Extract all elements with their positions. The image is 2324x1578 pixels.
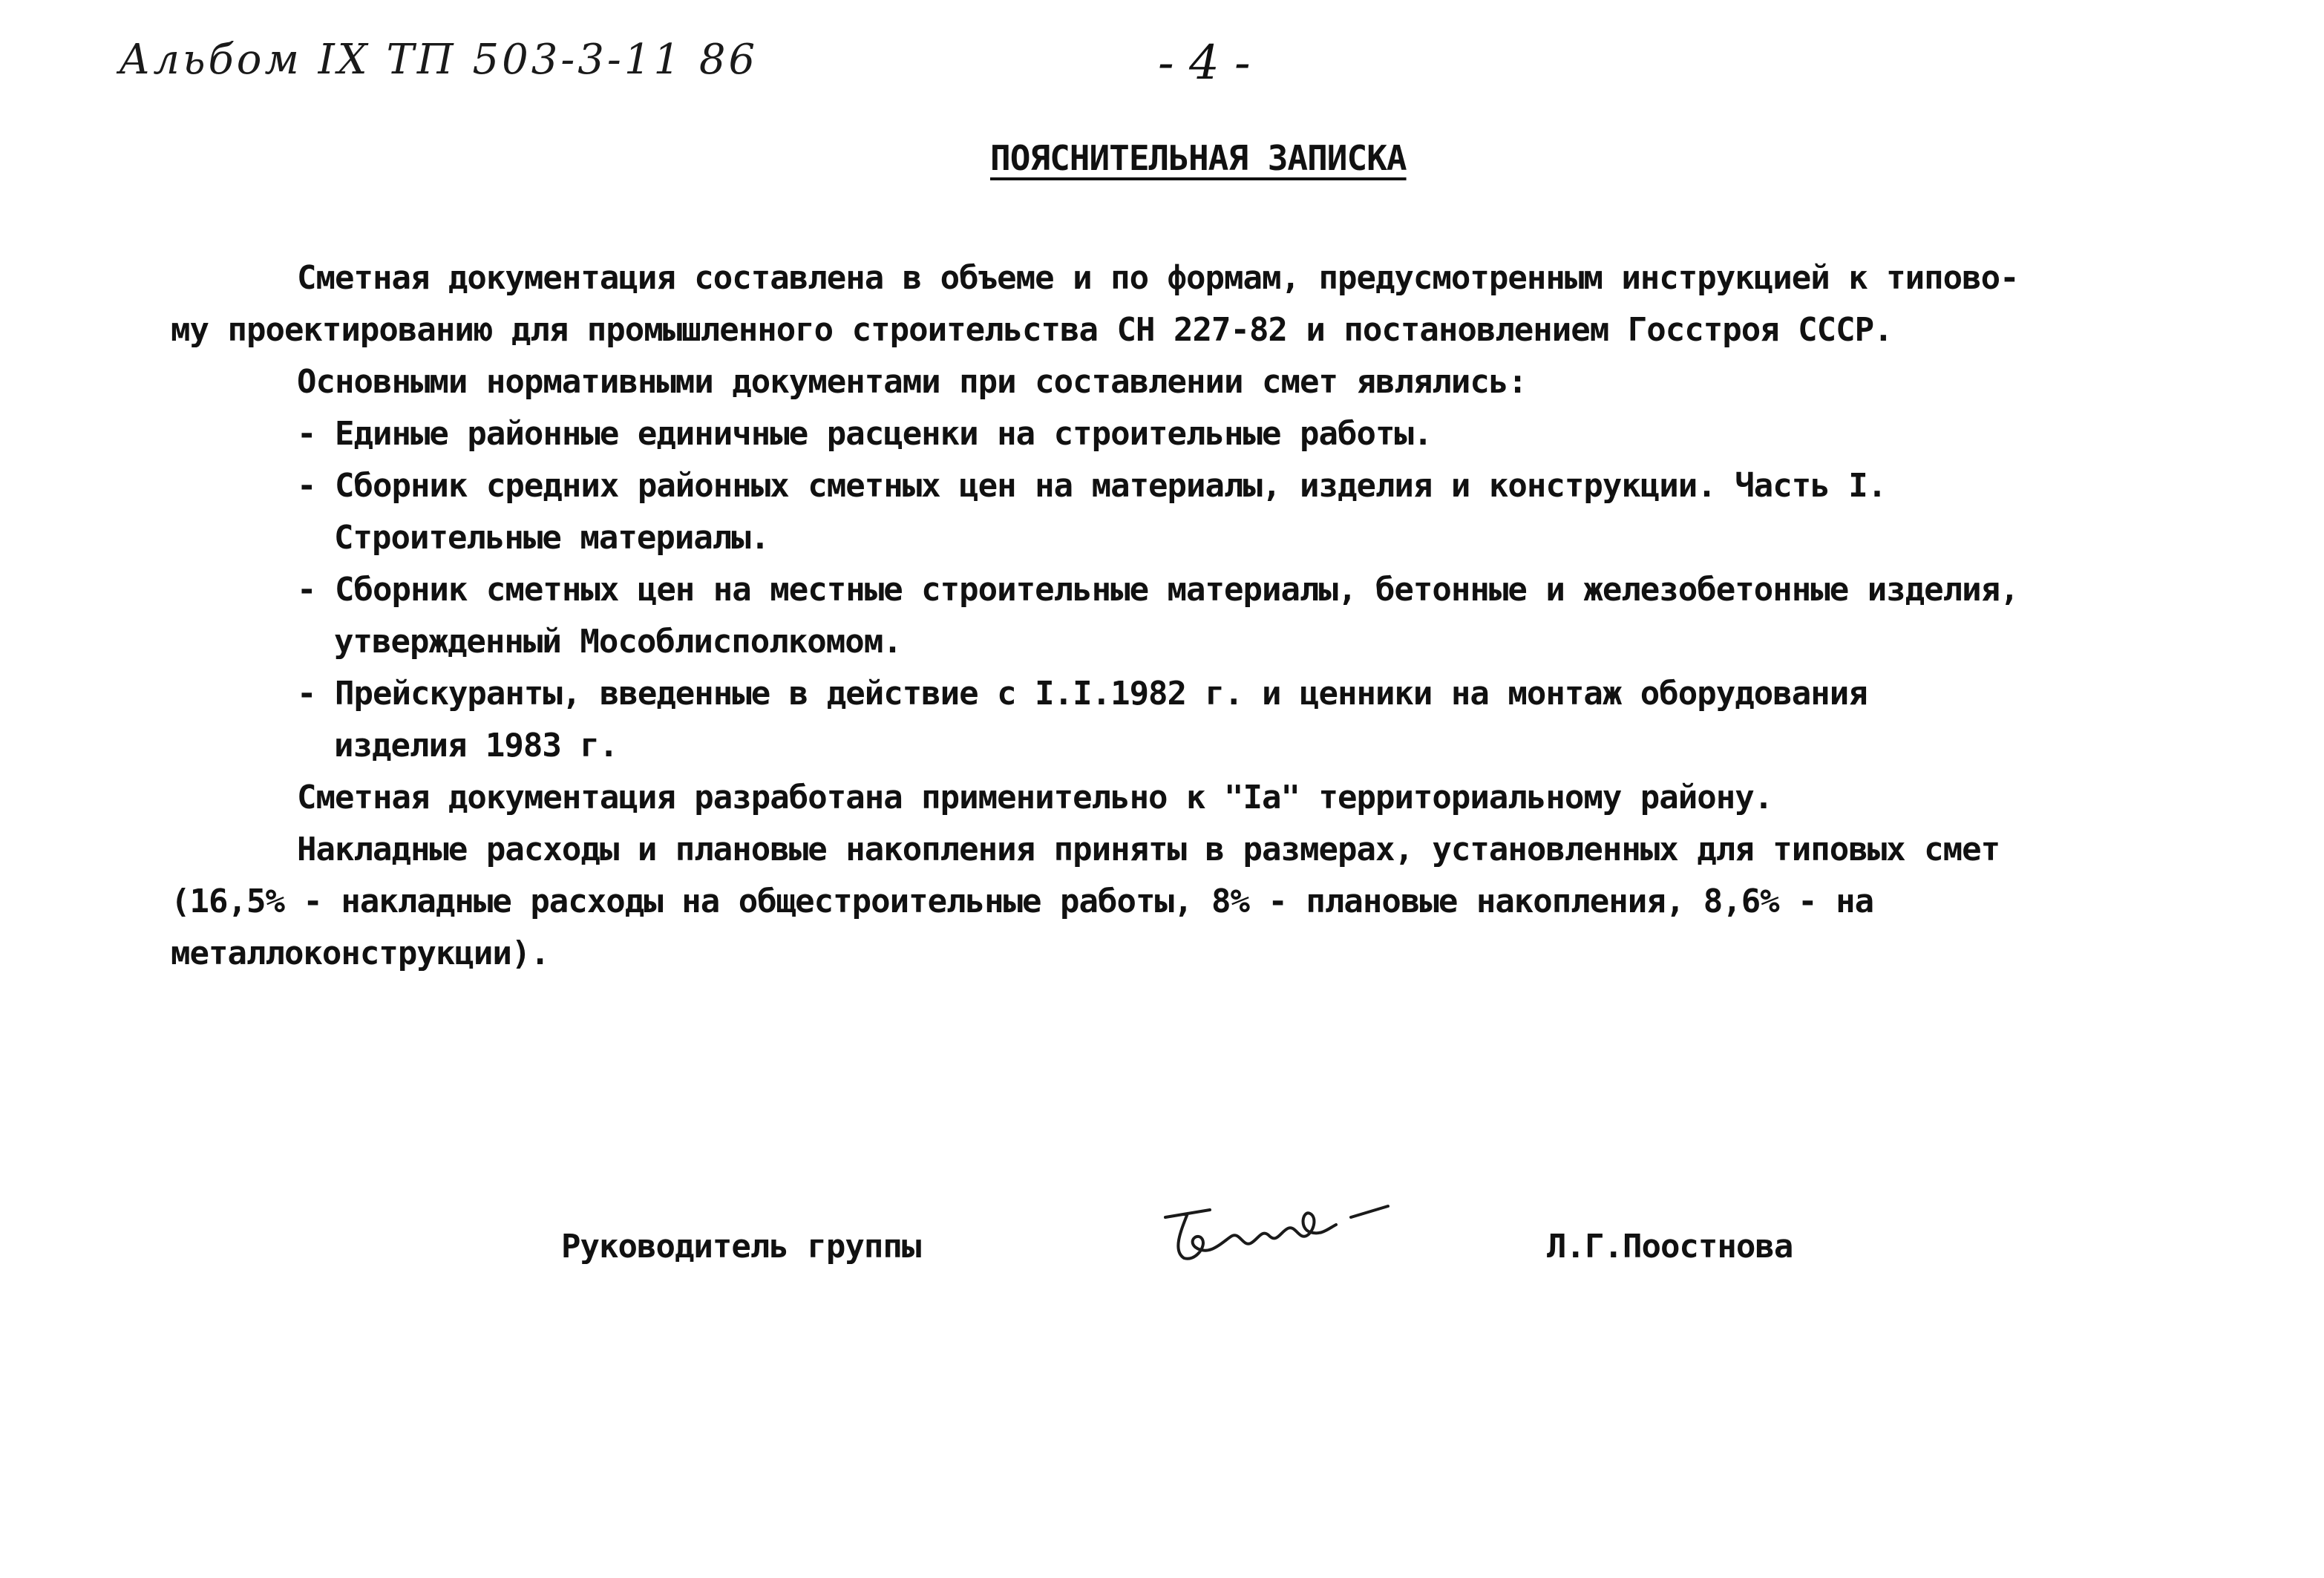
text-line: изделия 1983 г. (334, 727, 618, 765)
text-line: - Прейскуранты, введенные в действие с I.I.1982 г. и ценники на монтаж оборудования (297, 675, 1868, 713)
text-line: - Сборник сметных цен на местные строительные материалы, бетонные и железобетонные изделия, (297, 571, 2019, 609)
signatory-name: Л.Г.Поостнова (1547, 1228, 1793, 1266)
text-line: - Единые районные единичные расценки на строительные работы. (297, 415, 1433, 453)
text-line: - Сборник средних районных сметных цен на материалы, изделия и конструкции. Часть I. (297, 467, 1887, 505)
text-line: Основными нормативными документами при составлении смет являлись: (297, 363, 1527, 401)
text-line: металлоконструкции). (171, 934, 549, 972)
handwritten-signature (1150, 1188, 1403, 1277)
text-line: Сметная документация разработана применительно к "Iа" территориальному району. (297, 779, 1773, 816)
text-line: Сметная документация составлена в объеме и по формам, предусмотренным инструкцией к типово- (297, 259, 2019, 297)
text-line: Строительные материалы. (334, 519, 770, 557)
document-title: ПОЯСНИТЕЛЬНАЯ ЗАПИСКА (990, 138, 1407, 178)
page-number: - 4 - (1158, 36, 1251, 91)
album-reference: Альбом IX ТП 503-3-11 86 (119, 36, 759, 84)
signatory-role: Руководитель группы (561, 1228, 921, 1266)
text-line: Накладные расходы и плановые накопления приняты в размерах, установленных для типовых смет (297, 831, 2000, 868)
text-line: (16,5% - накладные расходы на общестроительные работы, 8% - плановые накопления, 8,6% - на (171, 883, 1874, 920)
text-line: му проектированию для промышленного строительства СН 227-82 и постановлением Госстроя СССР. (171, 311, 1893, 349)
text-line: утвержденный Мособлисполкомом. (334, 623, 902, 661)
document-body (171, 252, 2242, 980)
